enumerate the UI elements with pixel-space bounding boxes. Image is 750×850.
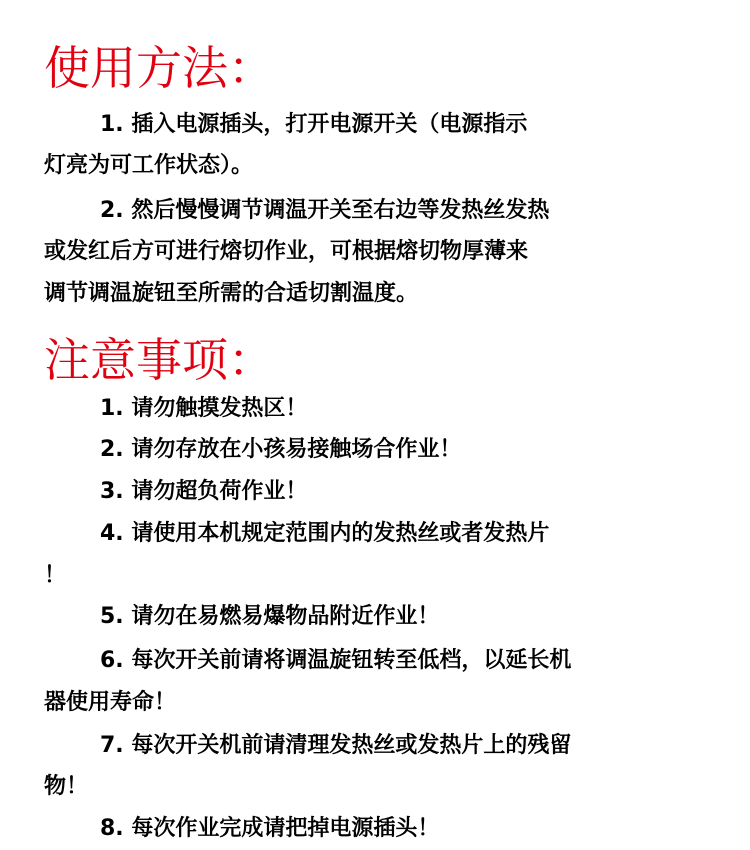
- notes-line-1: 1. 请勿触摸发热区！: [100, 396, 308, 421]
- notes-line-11: 8. 每次作业完成请把掉电源插头！: [100, 816, 440, 841]
- notes-line-7: 6. 每次开关前请将调温旋钮转至低档，以延长机: [100, 648, 572, 673]
- notes-line-8: 器使用寿命！: [44, 690, 177, 715]
- notes-line-4: 4. 请使用本机规定范围内的发热丝或者发热片: [100, 521, 550, 546]
- usage-line-4: 或发红后方可进行熔切作业，可根据熔切物厚薄来: [44, 239, 529, 264]
- usage-line-3: 2. 然后慢慢调节调温开关至右边等发热丝发热: [100, 198, 550, 223]
- notes-line-2: 2. 请勿存放在小孩易接触场合作业！: [100, 437, 462, 462]
- notes-line-9: 7. 每次开关机前请清理发热丝或发热片上的残留: [100, 733, 572, 758]
- notes-line-3: 3. 请勿超负荷作业！: [100, 479, 308, 504]
- usage-line-1: 1. 插入电源插头，打开电源开关（电源指示: [100, 112, 528, 137]
- notes-line-6: 5. 请勿在易燃易爆物品附近作业！: [100, 604, 440, 629]
- notes-line-10: 物！: [44, 774, 89, 799]
- usage-line-2: 灯亮为可工作状态）。: [44, 153, 254, 178]
- usage-heading: 使用方法：: [44, 41, 274, 95]
- notes-heading: 注意事项：: [44, 333, 274, 387]
- usage-line-5: 调节调温旋钮至所需的合适切割温度。: [44, 281, 419, 306]
- notes-line-5: ！: [44, 563, 67, 588]
